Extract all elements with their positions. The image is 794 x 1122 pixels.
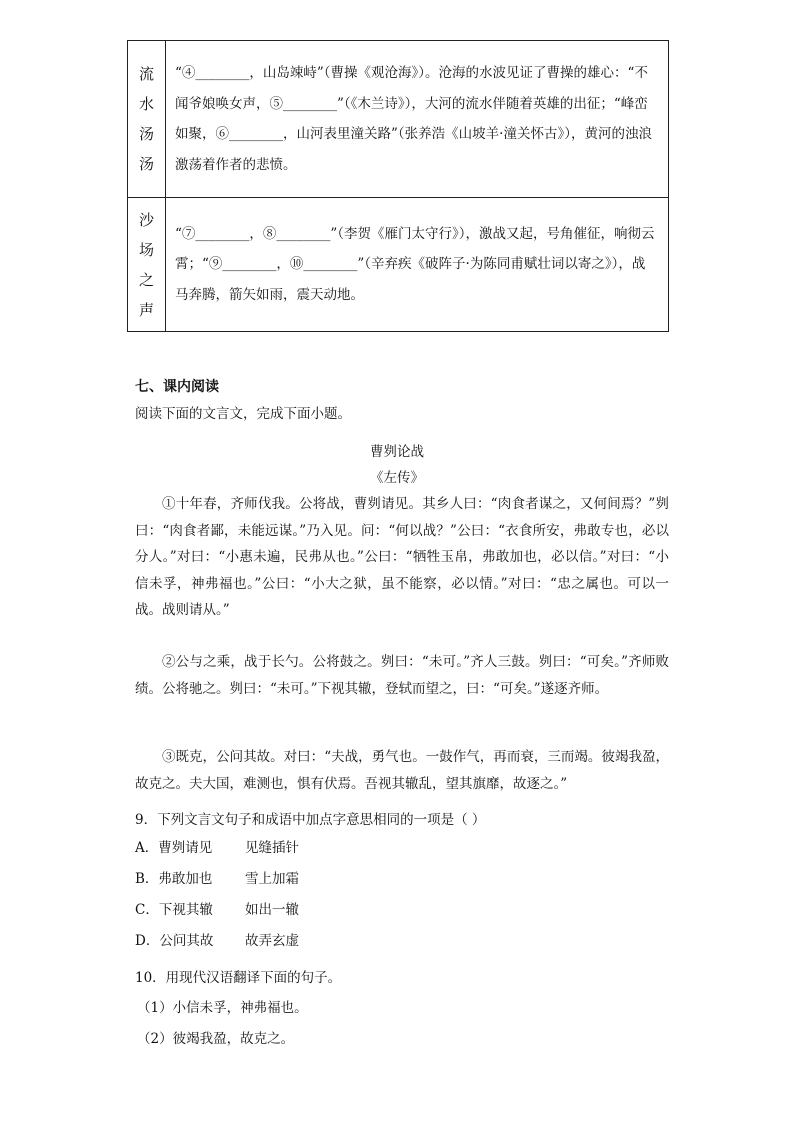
- question-10-stem: 10．用现代汉语翻译下面的句子。: [135, 970, 342, 986]
- row-content-liushui: “④________，山岛竦峙”（曹操《观沧海》）。沧海的水波见证了曹操的雄心：“不闻爷娘唤女声，⑤________”（《木兰诗》），大河的流水伴随着英雄的出征；“峰峦如聚，⑥________，山河表里潼关路”（张养浩《山坡羊·潼关怀古》），黄河的浊浪激荡着作者的悲愤。: [166, 41, 669, 198]
- passage-source: 《左传》: [370, 470, 424, 486]
- question-9-stem: 9．下列文言文句子和成语中加点字意思相同的一项是（ ）: [135, 812, 486, 828]
- passage-title: 曹刿论战: [370, 444, 424, 460]
- translation-item-1: （1）小信未孚，神弗福也。: [137, 1000, 308, 1016]
- passage-paragraph-2: ②公与之乘，战于长勺。公将鼓之。刿曰：“未可。”齐人三鼓。刿曰：“可矣。”齐师败绩。公将驰之。刿曰：“未可。”下视其辙，登轼而望之，曰：“可矣。”遂逐齐师。: [135, 654, 669, 697]
- row-label-liushui: 流 水 汤 汤: [128, 41, 166, 198]
- option-b[interactable]: B．弗敢加也 雪上加霜: [135, 871, 299, 887]
- table-row: [128, 41, 669, 198]
- row-label-shachang: 沙 场 之 声: [128, 198, 166, 332]
- row-content-shachang: “⑦________，⑧________”（李贺《雁门太守行》），激战又起，号角催征，响彻云霄；“⑨________，⑩________”（辛弃疾《破阵子·为陈同甫赋壮词以寄之》），战马奔腾，箭矢如雨，震天动地。: [166, 198, 669, 332]
- section-heading: 七、课内阅读: [135, 379, 219, 395]
- table-row: [128, 198, 669, 332]
- passage-paragraph-3: ③既克，公问其故。对曰：“夫战，勇气也。一鼓作气，再而衰，三而竭。彼竭我盈，故克之。夫大国，难测也，惧有伏焉。吾视其辙乱，望其旗靡，故逐之。”: [135, 749, 669, 792]
- option-a[interactable]: A．曹刿请见 见缝插针: [135, 840, 299, 856]
- option-d[interactable]: D．公问其故 故弄玄虚: [135, 933, 299, 949]
- translation-item-2: （2）彼竭我盈，故克之。: [137, 1031, 295, 1047]
- reading-instruction: 阅读下面的文言文，完成下面小题。: [135, 406, 351, 422]
- passage-paragraph-1: ①十年春，齐师伐我。公将战，曹刿请见。其乡人曰：“肉食者谋之，又何间焉？”刿曰：“肉食者鄙，未能远谋。”乃入见。问：“何以战？”公曰：“衣食所安，弗敢专也，必以分人。”对曰：“小惠未遍，民弗从也。”公曰：“牺牲玉帛，弗敢加也，必以信。”对曰：“小信未孚，神弗福也。”公曰：“小大之狱，虽不能察，必以情。”对曰：“忠之属也。可以一战。战则请从。”: [135, 496, 669, 618]
- poetry-fill-table: [127, 40, 669, 332]
- option-c[interactable]: C．下视其辙 如出一辙: [135, 902, 299, 918]
